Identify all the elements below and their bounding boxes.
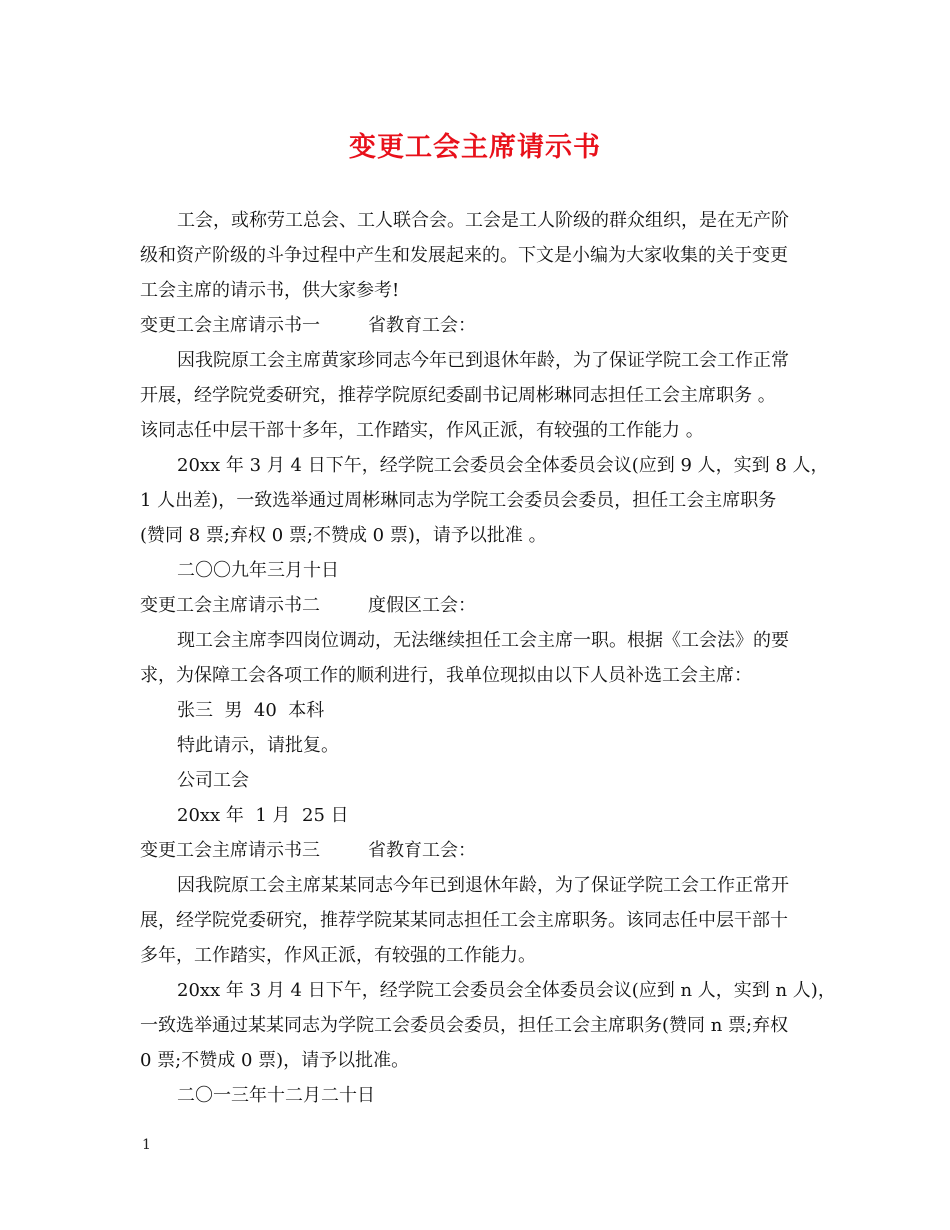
paragraph-line: 该同志任中层干部十多年，工作踏实，作风正派，有较强的工作能力 。 [140,420,704,441]
document-body [140,203,836,1113]
paragraph-line: 工会主席的请示书，供大家参考! [140,280,400,301]
paragraph-line: 现工会主席李四岗位调动，无法继续担任工会主席一职。根据《工会法》的要 [177,630,789,651]
paragraph-line: 级和资产阶级的斗争过程中产生和发展起来的。下文是小编为大家收集的关于变更 [140,245,788,266]
date-line: 二〇一三年十二月二十日 [177,1085,375,1106]
section-heading-1 [140,308,830,343]
recipient-label: 省教育工会： [368,840,476,861]
paragraph-line: (赞同 8 票;弃权 0 票;不赞成 0 票)，请予以批准 。 [140,525,547,546]
paragraph-line: 0 票;不赞成 0 票)，请予以批准。 [140,1050,410,1071]
closing-line: 特此请示，请批复。 [177,735,339,756]
section-heading-label: 变更工会主席请示书二 [140,595,320,616]
page-number: 1 [142,1137,151,1153]
candidate-line: 张三 男 40 本科 [177,700,325,721]
paragraph-line: 20xx 年 3 月 4 日下午，经学院工会委员会全体委员会议(应到 n 人，实到 n 人)， [177,980,836,1001]
date-line: 20xx 年 1 月 25 日 [177,805,349,826]
recipient-label: 省教育工会： [368,315,476,336]
date-line: 二〇〇九年三月十日 [177,560,339,581]
section-heading-label: 变更工会主席请示书一 [140,315,320,336]
signature-line: 公司工会 [177,770,249,791]
paragraph-line: 多年，工作踏实，作风正派，有较强的工作能力。 [140,945,536,966]
paragraph-line: 开展，经学院党委研究，推荐学院原纪委副书记周彬琳同志担任工会主席职务 。 [140,385,776,406]
section-heading-2 [140,588,830,623]
paragraph-line: 因我院原工会主席黄家珍同志今年已到退休年龄，为了保证学院工会工作正常 [177,350,789,371]
section-heading-label: 变更工会主席请示书三 [140,840,320,861]
paragraph-line: 1 人出差)，一致选举通过周彬琳同志为学院工会委员会委员，担任工会主席职务 [140,490,777,511]
document-title: 变更工会主席请示书 [349,132,601,163]
recipient-label: 度假区工会： [368,595,476,616]
paragraph-line: 20xx 年 3 月 4 日下午，经学院工会委员会全体委员会议(应到 9 人，实到 8 人， [177,455,829,476]
paragraph-line: 因我院原工会主席某某同志今年已到退休年龄，为了保证学院工会工作正常开 [177,875,789,896]
section-heading-3 [140,833,830,868]
paragraph-line: 求，为保障工会各项工作的顺利进行，我单位现拟由以下人员补选工会主席： [140,665,752,686]
paragraph-line: 展，经学院党委研究，推荐学院某某同志担任工会主席职务。该同志任中层干部十 [140,910,788,931]
paragraph-line: 工会，或称劳工总会、工人联合会。工会是工人阶级的群众组织，是在无产阶 [177,210,789,231]
paragraph-line: 一致选举通过某某同志为学院工会委员会委员，担任工会主席职务(赞同 n 票;弃权 [140,1015,789,1036]
